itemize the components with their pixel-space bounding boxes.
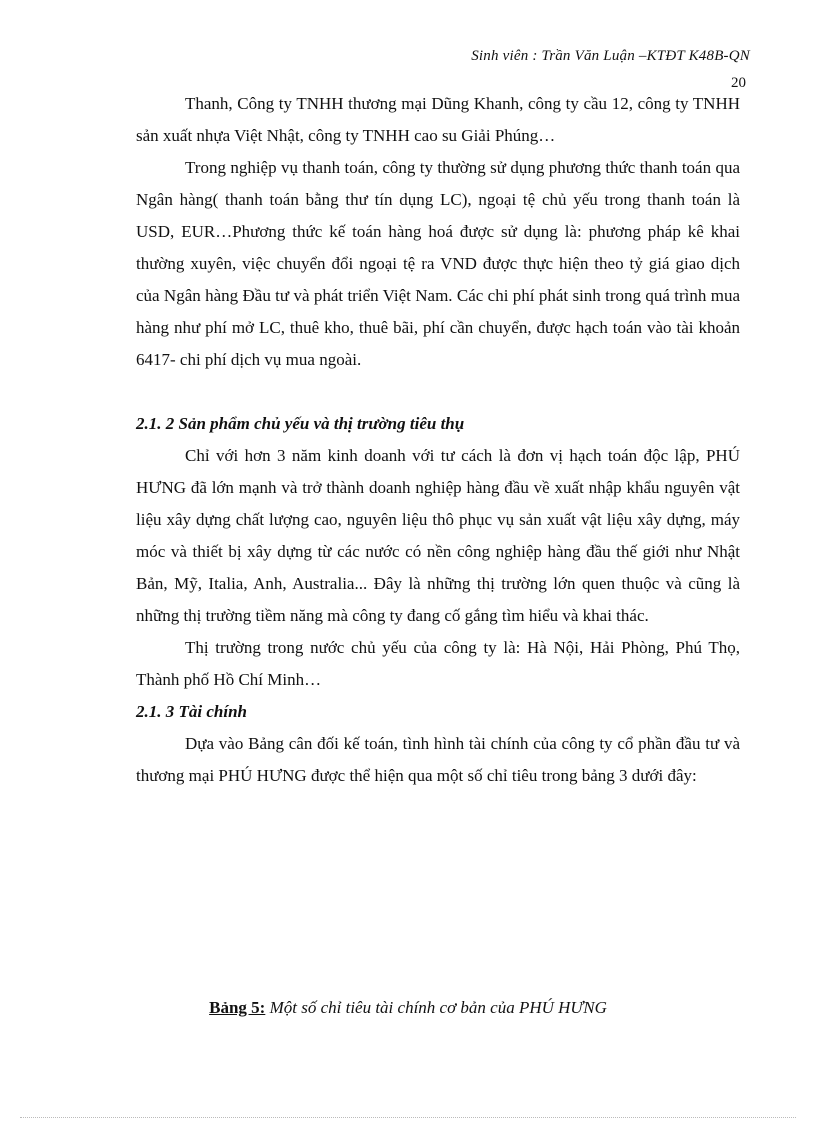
paragraph-finance: Dựa vào Bảng cân đối kế toán, tình hình tài chính của công ty cổ phần đầu tư và thương mại PHÚ HƯNG được thể hiện qua một số chỉ tiêu trong bảng 3 dưới đây: — [136, 734, 740, 785]
page-number: 20 — [731, 75, 746, 91]
paragraph-products: Chỉ với hơn 3 năm kinh doanh với tư cách là đơn vị hạch toán độc lập, PHÚ HƯNG đã lớn mạnh và trở thành doanh nghiệp hàng đầu về xuất nhập khẩu nguyên vật liệu xây dựng chất lượng cao, nguyên liệu thô phục vụ sản xuất vật liệu xây dựng, máy móc và thiết bị xây dựng từ các nước có nền công nghiệp hàng đầu thế giới như Nhật Bản, Mỹ, Italia, Anh, Australia... Đây là những thị trường lớn quen thuộc và cũng là những thị trường tiềm năng mà công ty đang cố gắng tìm hiểu và khai thác. — [136, 446, 740, 625]
page-header: Sinh viên : Trần Văn Luận –KTĐT K48B-QN — [471, 48, 750, 64]
table-caption-label: Bảng 5: — [209, 998, 266, 1017]
paragraph-suppliers: Thanh, Công ty TNHH thương mại Dũng Khanh, công ty cầu 12, công ty TNHH sản xuất nhựa Việt Nhật, công ty TNHH cao su Giải Phúng… — [136, 94, 740, 145]
table-caption — [0, 994, 816, 1022]
paragraph-payment: Trong nghiệp vụ thanh toán, công ty thường sử dụng phương thức thanh toán qua Ngân hàng( thanh toán bằng thư tín dụng LC), ngoại tệ chủ yếu trong thanh toán là USD, EUR…Phương thức kế toán hàng hoá được sử dụng là: phương pháp kê khai thường xuyên, việc chuyển đổi ngoại tệ ra VND được thực hiện theo tỷ giá giao dịch của Ngân hàng Đầu tư và phát triển Việt Nam. Các chi phí phát sinh trong quá trình mua hàng như phí mở LC, thuê kho, thuê bãi, phí cần chuyển, được hạch toán vào tài khoản 6417- chi phí dịch vụ mua ngoài. — [136, 158, 740, 369]
section-heading-products: 2.1. 2 Sản phẩm chủ yếu và thị trường tiêu thụ — [136, 414, 465, 433]
paragraph-domestic-market: Thị trường trong nước chủ yếu của công ty là: Hà Nội, Hải Phòng, Phú Thọ, Thành phố Hồ Chí Minh… — [136, 638, 740, 689]
page-bottom-divider — [20, 1117, 796, 1118]
section-heading-finance: 2.1. 3 Tài chính — [136, 702, 247, 721]
table-caption-title: Một số chỉ tiêu tài chính cơ bản của PHÚ HƯNG — [265, 998, 607, 1017]
spacer — [136, 376, 740, 408]
document-body — [136, 88, 740, 792]
